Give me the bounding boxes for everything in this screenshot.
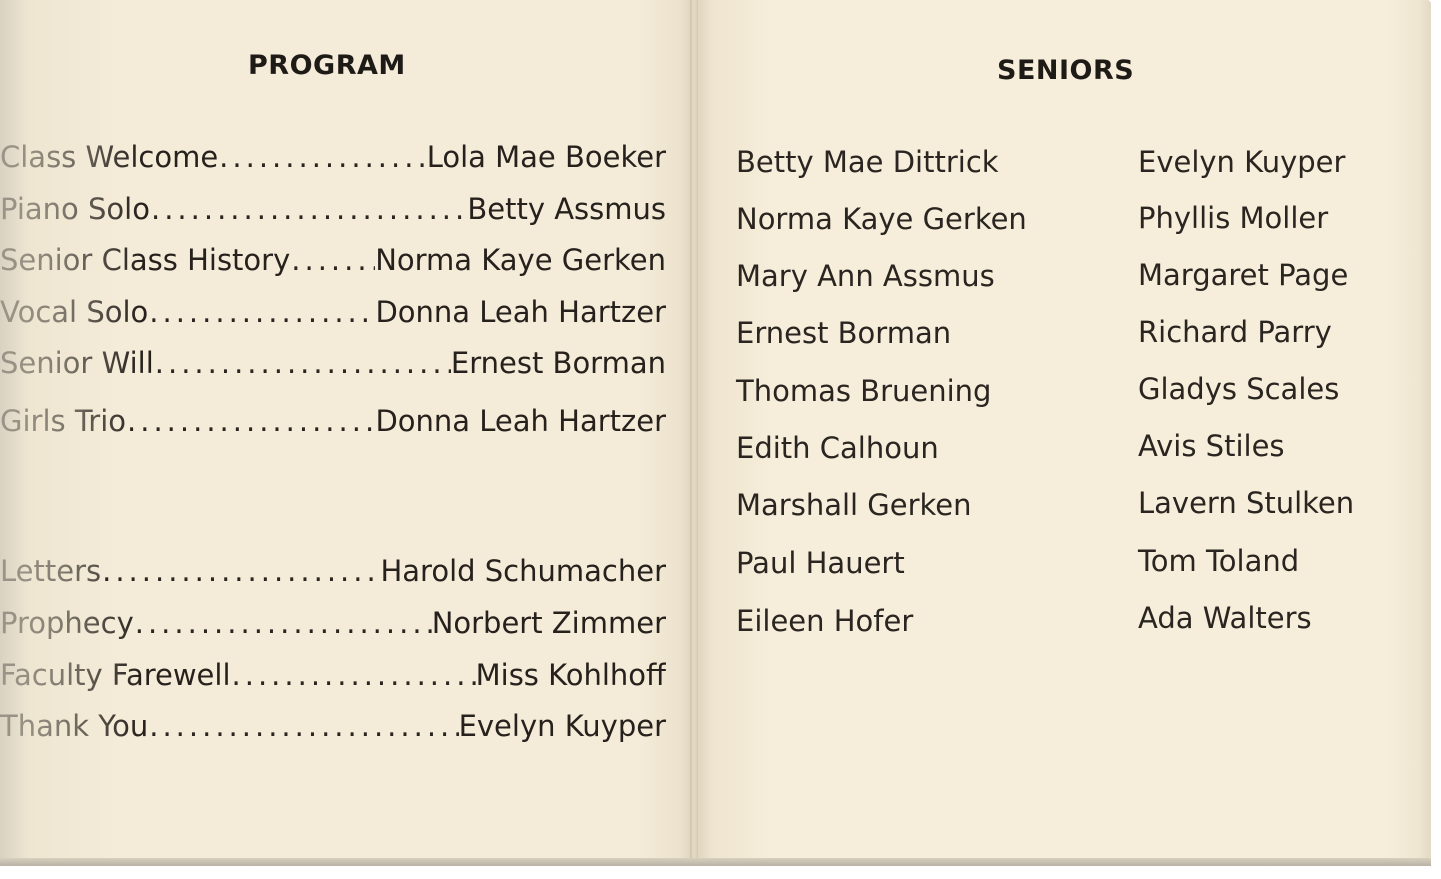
page-bottom-edge	[0, 858, 1431, 866]
program-row	[0, 140, 666, 180]
leader-dots	[101, 554, 380, 588]
book-spine	[690, 0, 698, 866]
program-heading: PROGRAM	[248, 50, 406, 81]
leader-dots	[148, 295, 375, 329]
program-performer: Donna Leah Hartzer	[375, 404, 666, 438]
senior-name: Betty Mae Dittrick	[736, 145, 999, 179]
program-performer: Lola Mae Boeker	[426, 140, 666, 174]
senior-name: Eileen Hofer	[736, 604, 914, 638]
senior-name: Marshall Gerken	[736, 488, 972, 522]
leader-dots	[148, 709, 458, 743]
program-row	[0, 295, 666, 335]
senior-name: Richard Parry	[1138, 315, 1332, 349]
program-item: Senior Class History	[0, 243, 291, 277]
senior-name: Lavern Stulken	[1138, 486, 1355, 520]
program-row	[0, 192, 666, 232]
program-performer: Norma Kaye Gerken	[375, 243, 666, 277]
program-performer: Evelyn Kuyper	[458, 709, 666, 743]
program-item: Letters	[0, 554, 102, 588]
senior-name: Gladys Scales	[1138, 372, 1340, 406]
program-performer: Betty Assmus	[467, 192, 666, 226]
leader-dots	[134, 606, 432, 640]
senior-name: Edith Calhoun	[736, 431, 939, 465]
senior-name: Tom Toland	[1138, 544, 1300, 578]
leader-dots	[231, 658, 476, 692]
senior-name: Margaret Page	[1138, 258, 1349, 292]
program-item: Class Welcome	[0, 140, 219, 174]
program-row	[0, 243, 666, 283]
senior-name: Phyllis Moller	[1138, 201, 1329, 235]
program-performer: Miss Kohlhoff	[475, 658, 666, 692]
seniors-heading: SENIORS	[997, 55, 1135, 86]
senior-name: Norma Kaye Gerken	[736, 202, 1027, 236]
senior-name: Avis Stiles	[1138, 429, 1285, 463]
program-performer: Ernest Borman	[450, 346, 666, 380]
senior-name: Mary Ann Assmus	[736, 259, 995, 293]
program-row	[0, 404, 666, 444]
senior-name: Ernest Borman	[736, 316, 952, 350]
leader-dots	[150, 192, 467, 226]
program-row	[0, 346, 666, 386]
program-item: Piano Solo	[0, 192, 150, 226]
left-page	[0, 0, 694, 862]
program-item: Girls Trio	[0, 404, 127, 438]
senior-name: Ada Walters	[1138, 601, 1312, 635]
program-performer: Norbert Zimmer	[431, 606, 666, 640]
senior-name: Thomas Bruening	[736, 374, 992, 408]
program-item: Senior Will	[0, 346, 154, 380]
leader-dots	[154, 346, 451, 380]
senior-name: Paul Hauert	[736, 546, 905, 580]
program-row	[0, 658, 666, 698]
program-performer: Donna Leah Hartzer	[375, 295, 666, 329]
program-item: Thank You	[0, 709, 149, 743]
program-performer: Harold Schumacher	[380, 554, 666, 588]
leader-dots	[290, 243, 375, 277]
program-item: Prophecy	[0, 606, 134, 640]
senior-name: Evelyn Kuyper	[1138, 145, 1346, 179]
leader-dots	[126, 404, 375, 438]
program-row	[0, 606, 666, 646]
leader-dots	[218, 140, 427, 174]
program-row	[0, 709, 666, 749]
program-row	[0, 554, 666, 594]
program-item: Faculty Farewell	[0, 658, 231, 692]
program-item: Vocal Solo	[0, 295, 149, 329]
